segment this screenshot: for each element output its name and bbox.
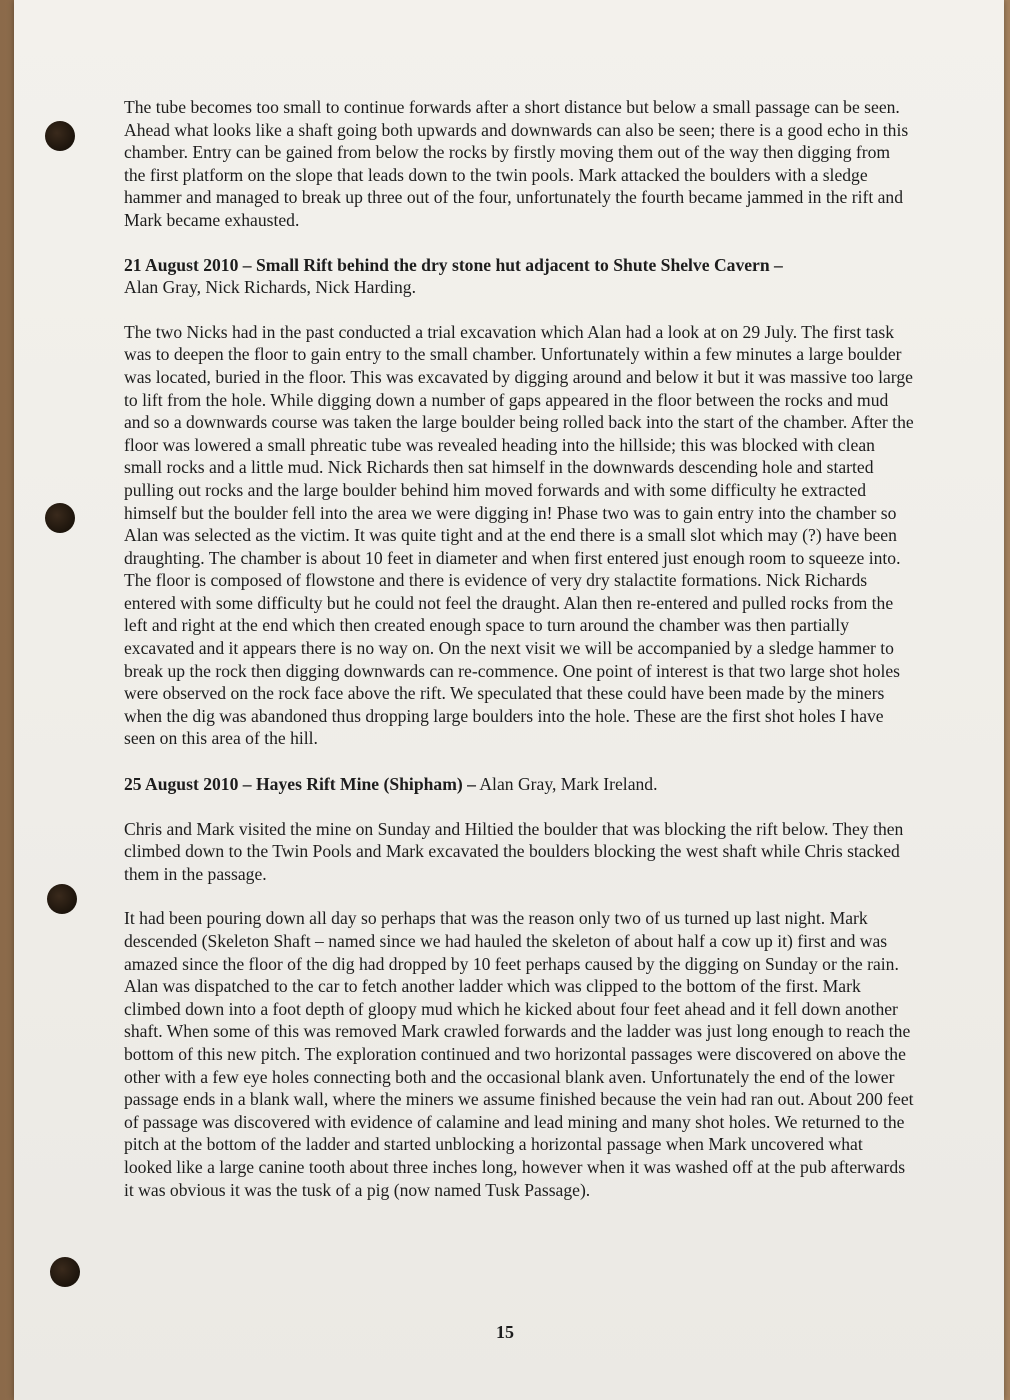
paragraph-tube: The tube becomes too small to continue forwards after a short distance but below a small passage can be seen. Ahead what looks like a shaft going both upwards and downwards can also be seen; there is a good echo in this chamber. Entry can be gained from below the rocks by firstly moving them out of the way then digging from the first platform on the slope that leads down to the twin pools. Mark attacked the boulders with a sledge hammer and managed to break up three out of the four, unfortunately the fourth became jammed in the rift and Mark became exhausted. xyxy=(124,97,909,230)
punch-hole-3 xyxy=(47,884,77,914)
paragraph-skeleton-shaft: It had been pouring down all day so perhaps that was the reason only two of us turned up last night. Mark descended (Skeleton Shaft – named since we had hauled the skeleton of about half a cow up it) first and was amazed since the floor of the dig had dropped by 10 feet perhaps caused by the digging on Sunday or the rain. Alan was dispatched to the car to fetch another ladder which was clipped to the bottom of the first. Mark climbed down into a foot depth of gloopy mud which he kicked about four feet ahead and it fell down another shaft. When some of this was removed Mark crawled forwards and the ladder was just long enough to reach the bottom of this new pitch. The exploration continued and two horizontal passages were discovered on above the other with a few eye holes connecting both and the occasional blank aven. Unfortunately the end of the lower passage ends in a blank wall, where the miners we assume finished because the vein had ran out. About 200 feet of passage was discovered with evidence of calamine and lead mining and many shot holes. We returned to the pitch at the bottom of the ladder and started unblocking a horizontal passage when Mark uncovered what looked like a large canine tooth about three inches long, however when it was washed off at the pub afterwards it was obvious it was the tusk of a pig (now named Tusk Passage). xyxy=(124,908,914,1200)
entry-title-25-august: 25 August 2010 – Hayes Rift Mine (Shipham) – xyxy=(124,774,476,795)
entry-participants-25-august: Alan Gray, Mark Ireland. xyxy=(479,774,658,795)
entry-heading-25-august xyxy=(124,773,914,796)
punch-hole-1 xyxy=(45,121,75,151)
entry-title-21-august: 21 August 2010 – Small Rift behind the dry stone hut adjacent to Shute Shelve Cavern – xyxy=(124,254,783,275)
paragraph-sunday-visit: Chris and Mark visited the mine on Sunday and Hiltied the boulder that was blocking the rift below. They then climbed down to the Twin Pools and Mark excavated the boulders blocking the west shaft while Chris stacked them in the passage. xyxy=(124,818,904,884)
entry-heading-21-august xyxy=(124,254,914,299)
page-number: 15 xyxy=(496,1322,514,1342)
paragraph-small-rift: The two Nicks had in the past conducted a trial excavation which Alan had a look at on 29 July. The first task was to deepen the floor to gain entry to the small chamber. Unfortunately within a few minutes a large boulder was located, buried in the floor. This was excavated by digging around and below it but it was massive too large to lift from the hole. While digging down a number of gaps appeared in the floor between the rocks and mud and so a downwards course was taken the large boulder being rolled back into the start of the chamber. After the floor was lowered a small phreatic tube was revealed heading into the hillside; this was blocked with clean small rocks and a little mud. Nick Richards then sat himself in the downwards descending hole and started pulling out rocks and the large boulder behind him moved forwards and with some difficulty he extracted himself but the boulder fell into the area we were digging in! Phase two was to gain entry into the chamber so Alan was selected as the victim. It was quite tight and at the end there is a small slot which may (?) have been draughting. The chamber is about 10 feet in diameter and when first entered just enough room to squeeze into. The floor is composed of flowstone and there is evidence of very dry stalactite formations. Nick Richards entered with some difficulty but he could not feel the draught. Alan then re-entered and pulled rocks from the left and right at the end which then created enough space to turn around the chamber was then partially excavated and it appears there is no way on. On the next visit we will be accompanied by a sledge hammer to break up the rock then digging downwards can re-commence. One point of interest is that two large shot holes were observed on the rock face above the rift. We speculated that these could have been made by the miners when the dig was abandoned thus dropping large boulders into the hole. These are the first shot holes I have seen on this area of the hill. xyxy=(124,321,914,749)
page-body xyxy=(124,96,914,1201)
punch-hole-2 xyxy=(45,503,75,533)
punch-hole-4 xyxy=(50,1257,80,1287)
entry-participants-21-august: Alan Gray, Nick Richards, Nick Harding. xyxy=(124,277,417,298)
